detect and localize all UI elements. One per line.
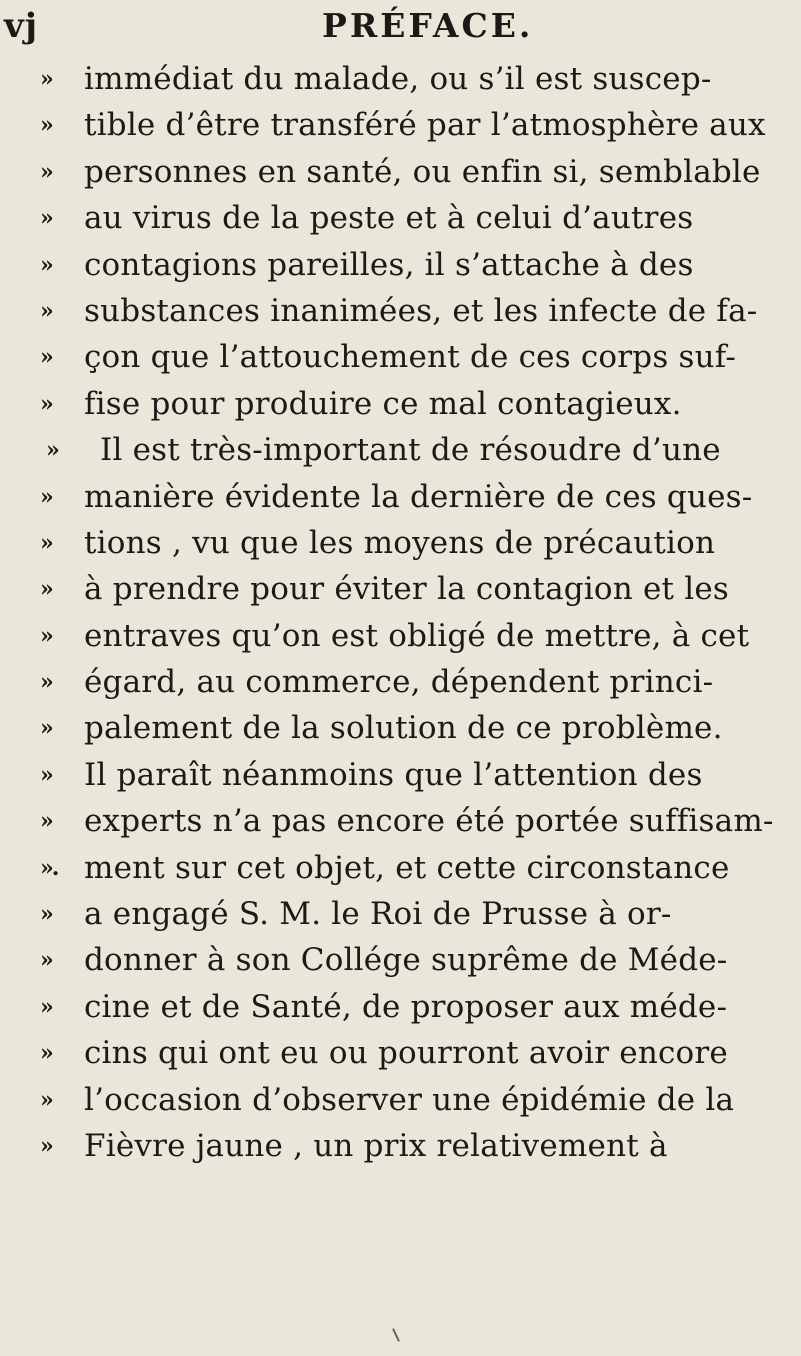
quote-mark: » [40, 993, 52, 1020]
text-line [40, 984, 800, 1030]
quote-mark: » [40, 1040, 52, 1067]
line-text: donner à son Collége suprême de Méde- [84, 942, 728, 979]
text-line [40, 195, 800, 241]
line-text: égard, au commerce, dépendent princi- [84, 664, 714, 701]
quote-mark: » [40, 576, 52, 603]
quote-mark: » [46, 437, 58, 464]
quote-mark: » [40, 529, 52, 556]
text-line [40, 705, 800, 751]
quote-mark: » [40, 669, 52, 696]
quote-mark: ». [40, 854, 58, 881]
text-line [40, 752, 800, 798]
text-line [40, 520, 800, 566]
quote-mark: » [40, 158, 52, 185]
text-line [40, 613, 800, 659]
line-text: l’occasion d’observer une épidémie de la [84, 1081, 735, 1118]
text-line [40, 427, 800, 473]
quote-mark: » [40, 66, 52, 92]
line-text: Fièvre jaune , un prix relativement à [84, 1127, 668, 1164]
quote-mark: » [40, 901, 52, 928]
quote-mark: » [40, 761, 52, 788]
quote-mark: » [40, 344, 52, 371]
quote-mark: » [40, 1132, 52, 1159]
line-text: cins qui ont eu ou pourront avoir encore [84, 1035, 728, 1072]
text-line [40, 102, 800, 148]
line-text: cine et de Santé, de proposer aux méde- [84, 988, 728, 1025]
line-text: immédiat du malade, ou s’il est suscep- [84, 61, 712, 97]
text-line [40, 381, 800, 427]
line-text: contagions pareilles, il s’attache à des [84, 246, 694, 283]
text-line [40, 798, 800, 844]
text-line [40, 1030, 800, 1076]
line-text: tions , vu que les moyens de précaution [84, 524, 716, 561]
page-number: vj [4, 6, 39, 46]
line-text: personnes en santé, ou enfin si, semblable [84, 153, 761, 190]
line-text: tible d’être transféré par l’atmosphère aux [84, 107, 766, 144]
text-line [40, 845, 800, 891]
line-text: à prendre pour éviter la contagion et les [84, 571, 730, 608]
text-line [40, 566, 800, 612]
body-text [40, 56, 800, 1169]
ink-speck [392, 1328, 400, 1342]
line-text: palement de la solution de ce problème. [84, 710, 723, 747]
line-text: Il paraît néanmoins que l’attention des [84, 756, 703, 793]
line-text: manière évidente la dernière de ces ques- [84, 478, 753, 515]
line-text: Il est très-important de résoudre d’une [100, 432, 721, 469]
quote-mark: » [40, 205, 52, 232]
quote-mark: » [40, 297, 52, 324]
text-line [40, 891, 800, 937]
text-line [40, 659, 800, 705]
line-text: experts n’a pas encore été portée suffisam- [84, 803, 774, 840]
line-text: a engagé S. M. le Roi de Prusse à or- [84, 896, 672, 933]
quote-mark: » [40, 947, 52, 974]
quote-mark: » [40, 483, 52, 510]
text-line [40, 242, 800, 288]
text-line [40, 288, 800, 334]
line-text: au virus de la peste et à celui d’autres [84, 200, 694, 237]
line-text: ment sur cet objet, et cette circonstance [84, 849, 730, 886]
text-line [40, 56, 800, 102]
quote-mark: » [40, 808, 52, 835]
quote-mark: » [40, 622, 52, 649]
text-line [40, 1123, 800, 1169]
line-text: substances inanimées, et les infecte de fa- [84, 292, 758, 329]
text-line [40, 474, 800, 520]
running-title: PRÉFACE. [322, 6, 534, 45]
line-text: fise pour produire ce mal contagieux. [84, 385, 682, 422]
text-line [40, 149, 800, 195]
quote-mark: » [40, 390, 52, 417]
text-line [40, 1077, 800, 1123]
quote-mark: » [40, 112, 52, 139]
page-header [0, 6, 801, 46]
text-line [40, 334, 800, 380]
text-line [40, 937, 800, 983]
line-text: entraves qu’on est obligé de mettre, à cet [84, 617, 750, 654]
line-text: çon que l’attouchement de ces corps suf- [84, 339, 737, 376]
quote-mark: » [40, 1086, 52, 1113]
quote-mark: » [40, 715, 52, 742]
quote-mark: » [40, 251, 52, 278]
